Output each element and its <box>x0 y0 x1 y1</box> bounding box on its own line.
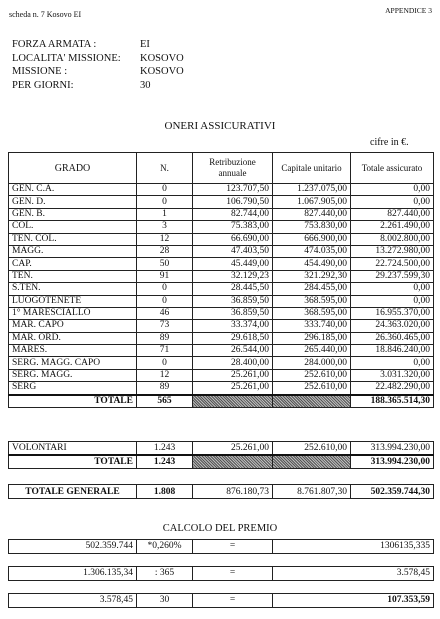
cell-n: 3 <box>137 221 193 233</box>
grand-total-n: 1.808 <box>137 485 193 499</box>
volontari-total-value: 313.994.230,00 <box>351 455 434 469</box>
cell-capitale: 296.185,00 <box>273 332 351 344</box>
calc-operator: : 365 <box>137 567 193 581</box>
calc-operand: 1.306.135,34 <box>9 567 137 581</box>
cell-n: 71 <box>137 345 193 357</box>
cell-capitale: 1.067.905,00 <box>273 196 351 208</box>
cell-n: 0 <box>137 295 193 307</box>
cell-totale: 0,00 <box>351 357 434 369</box>
col-n: N. <box>137 153 193 184</box>
cell-retribuzione: 45.449,00 <box>193 258 273 270</box>
cell-retribuzione: 25.261,00 <box>193 369 273 381</box>
cell-grado: GEN. D. <box>9 196 137 208</box>
calc-operator: *0,260% <box>137 540 193 554</box>
table-row <box>9 245 434 257</box>
hatched-cell <box>273 455 351 469</box>
cell-n: 0 <box>137 357 193 369</box>
calc-operand: 3.578,45 <box>9 594 137 608</box>
hatched-cell <box>273 395 351 408</box>
cell-capitale: 333.740,00 <box>273 320 351 332</box>
table-row <box>9 332 434 344</box>
info-value: KOSOVO <box>140 66 184 77</box>
hatched-cell <box>193 455 273 469</box>
table-row <box>9 270 434 282</box>
cell-retribuzione: 82.744,00 <box>193 208 273 220</box>
calc-equals: = <box>193 540 273 554</box>
cell-totale: 18.846.240,00 <box>351 345 434 357</box>
cell-n: 0 <box>137 184 193 196</box>
grand-total-table <box>8 484 434 499</box>
cell-retribuzione: 28.445,50 <box>193 283 273 295</box>
appendix-label: APPENDICE 3 <box>385 6 432 15</box>
cell-totale: 26.360.465,00 <box>351 332 434 344</box>
calc-row-3 <box>8 593 434 608</box>
cell-capitale: 265.440,00 <box>273 345 351 357</box>
volontari-total-row <box>9 455 434 469</box>
premium-calc-title: CALCOLO DEL PREMIO <box>162 523 278 534</box>
cell-totale: 22.482.290,00 <box>351 382 434 395</box>
grand-total-label: TOTALE GENERALE <box>9 485 137 499</box>
cell-totale: 8.002.800,00 <box>351 233 434 245</box>
info-label: MISSIONE : <box>12 66 68 77</box>
cell-n: 1 <box>137 208 193 220</box>
cell-retribuzione: 106.790,50 <box>193 196 273 208</box>
cell-retribuzione: 123.707,50 <box>193 184 273 196</box>
cell-retribuzione: 25.261,00 <box>193 382 273 395</box>
info-label: PER GIORNI: <box>12 79 74 91</box>
cell-capitale: 284.455,00 <box>273 283 351 295</box>
cell-capitale: 284.000,00 <box>273 357 351 369</box>
cell-totale: 0,00 <box>351 184 434 196</box>
total-label: TOTALE <box>9 395 137 408</box>
cell-retribuzione: 47.403,50 <box>193 245 273 257</box>
info-missione <box>12 65 184 79</box>
grand-total-retribuzione: 876.180,73 <box>193 485 273 499</box>
cell-totale: 827.440,00 <box>351 208 434 220</box>
volontari-retribuzione: 25.261,00 <box>193 442 273 456</box>
cell-totale: 22.724.500,00 <box>351 258 434 270</box>
total-row <box>9 395 434 408</box>
cell-grado: CAP. <box>9 258 137 270</box>
cell-grado: MARES. <box>9 345 137 357</box>
cell-grado: GEN. B. <box>9 208 137 220</box>
col-retribuzione: Retribuzione annuale <box>193 153 273 184</box>
volontari-n: 1.243 <box>137 442 193 456</box>
cell-n: 89 <box>137 382 193 395</box>
col-totale: Totale assicurato <box>351 153 434 184</box>
col-capitale: Capitale unitario <box>273 153 351 184</box>
volontari-grado: VOLONTARI <box>9 442 137 456</box>
calc-equals: = <box>193 594 273 608</box>
total-value: 188.365.514,30 <box>351 395 434 408</box>
cell-totale: 3.031.320,00 <box>351 369 434 381</box>
cell-capitale: 1.237.075,00 <box>273 184 351 196</box>
cell-n: 0 <box>137 283 193 295</box>
info-value: KOSOVO <box>140 52 184 64</box>
col-grado: GRADO <box>9 153 137 184</box>
calc-operator: 30 <box>137 594 193 608</box>
cell-retribuzione: 75.383,00 <box>193 221 273 233</box>
volontari-row <box>9 442 434 456</box>
cell-totale: 0,00 <box>351 283 434 295</box>
insurance-table <box>8 152 434 408</box>
volontari-capitale: 252.610,00 <box>273 442 351 456</box>
cell-capitale: 252.610,00 <box>273 369 351 381</box>
cell-grado: TEN. COL. <box>9 233 137 245</box>
info-label: LOCALITA' MISSIONE: <box>12 52 121 64</box>
cell-n: 12 <box>137 369 193 381</box>
cell-n: 89 <box>137 332 193 344</box>
page-title: ONERI ASSICURATIVI <box>164 120 276 132</box>
grand-total-value: 502.359.744,30 <box>351 485 434 499</box>
cell-n: 12 <box>137 233 193 245</box>
info-value: 30 <box>140 79 151 91</box>
cell-grado: MAR. CAPO <box>9 320 137 332</box>
cell-retribuzione: 66.690,00 <box>193 233 273 245</box>
cell-totale: 2.261.490,00 <box>351 221 434 233</box>
cell-grado: GEN. C.A. <box>9 184 137 196</box>
cell-capitale: 368.595,00 <box>273 295 351 307</box>
grand-total-capitale: 8.761.807,30 <box>273 485 351 499</box>
calc-row-2 <box>8 566 434 581</box>
cell-totale: 0,00 <box>351 295 434 307</box>
table-body <box>9 184 434 395</box>
cell-n: 28 <box>137 245 193 257</box>
cell-grado: SERG. MAGG. CAPO <box>9 357 137 369</box>
calc-row-1 <box>8 539 434 554</box>
cell-grado: MAGG. <box>9 245 137 257</box>
calc-result: 3.578,45 <box>273 567 434 581</box>
cell-retribuzione: 32.129,23 <box>193 270 273 282</box>
cell-n: 50 <box>137 258 193 270</box>
cell-grado: SERG <box>9 382 137 395</box>
table-row <box>9 221 434 233</box>
volontari-total-n: 1.243 <box>137 455 193 469</box>
cell-grado: MAR. ORD. <box>9 332 137 344</box>
table-row <box>9 320 434 332</box>
table-row <box>9 258 434 270</box>
cell-capitale: 252.610,00 <box>273 382 351 395</box>
info-label: FORZA ARMATA : <box>12 39 97 50</box>
cell-n: 91 <box>137 270 193 282</box>
cell-totale: 0,00 <box>351 196 434 208</box>
calc-operand: 502.359.744 <box>9 540 137 554</box>
cell-n: 46 <box>137 307 193 319</box>
volontari-totale: 313.994.230,00 <box>351 442 434 456</box>
cell-capitale: 454.490,00 <box>273 258 351 270</box>
cell-retribuzione: 36.859,50 <box>193 295 273 307</box>
table-row <box>9 357 434 369</box>
cell-retribuzione: 33.374,00 <box>193 320 273 332</box>
info-giorni <box>12 79 184 93</box>
info-forza-armata <box>12 38 184 52</box>
table-row <box>9 283 434 295</box>
mission-info <box>12 38 184 92</box>
cell-totale: 16.955.370,00 <box>351 307 434 319</box>
volontari-table <box>8 441 434 469</box>
cell-capitale: 827.440,00 <box>273 208 351 220</box>
unit-note: cifre in €. <box>370 137 409 148</box>
table-row <box>9 382 434 395</box>
calc-result: 1306135,335 <box>273 540 434 554</box>
table-header <box>9 153 434 184</box>
cell-totale: 29.237.599,30 <box>351 270 434 282</box>
cell-capitale: 321.292,30 <box>273 270 351 282</box>
cell-grado: S.TEN. <box>9 283 137 295</box>
cell-totale: 24.363.020,00 <box>351 320 434 332</box>
table-row <box>9 295 434 307</box>
table-row <box>9 345 434 357</box>
cell-grado: COL. <box>9 221 137 233</box>
cell-capitale: 753.830,00 <box>273 221 351 233</box>
cell-retribuzione: 36.859,50 <box>193 307 273 319</box>
calc-result: 107.353,59 <box>273 594 434 608</box>
cell-retribuzione: 29.618,50 <box>193 332 273 344</box>
table-row <box>9 196 434 208</box>
cell-grado: LUOGOTENETE <box>9 295 137 307</box>
cell-retribuzione: 28.400,00 <box>193 357 273 369</box>
cell-grado: TEN. <box>9 270 137 282</box>
table-row <box>9 208 434 220</box>
total-n: 565 <box>137 395 193 408</box>
info-value: EI <box>140 39 150 50</box>
table-row <box>9 369 434 381</box>
calc-equals: = <box>193 567 273 581</box>
grand-total-row <box>9 485 434 499</box>
hatched-cell <box>193 395 273 408</box>
volontari-total-label: TOTALE <box>9 455 137 469</box>
cell-totale: 13.272.980,00 <box>351 245 434 257</box>
table-row <box>9 184 434 196</box>
cell-capitale: 666.900,00 <box>273 233 351 245</box>
info-localita <box>12 52 184 66</box>
cell-n: 0 <box>137 196 193 208</box>
cell-grado: SERG. MAGG. <box>9 369 137 381</box>
table-row <box>9 307 434 319</box>
cell-capitale: 474.035,00 <box>273 245 351 257</box>
cell-grado: 1° MARESCIALLO <box>9 307 137 319</box>
cell-capitale: 368.595,00 <box>273 307 351 319</box>
table-row <box>9 233 434 245</box>
sheet-label: scheda n. 7 Kosovo EI <box>9 10 82 19</box>
cell-n: 73 <box>137 320 193 332</box>
cell-retribuzione: 26.544,00 <box>193 345 273 357</box>
